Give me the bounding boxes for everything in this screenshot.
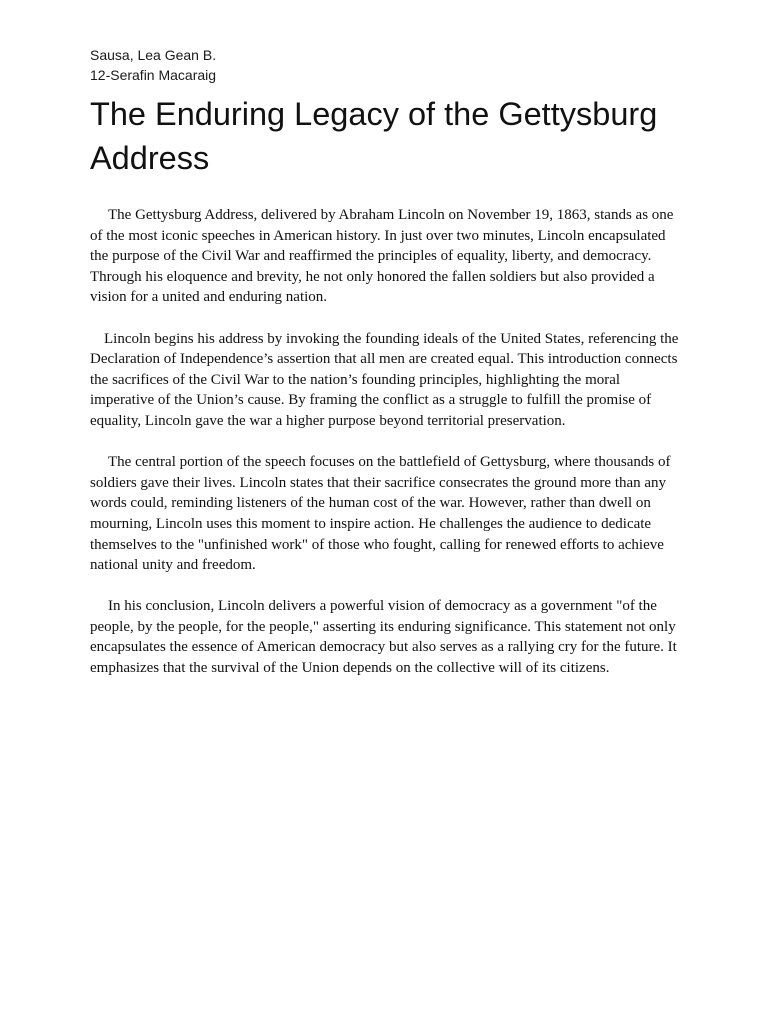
author-section: 12-Serafin Macaraig <box>90 67 217 83</box>
paragraph-founding-ideals: Lincoln begins his address by invoking the founding ideals of the United States, referencing the Declaration of Independence’s assertion that all men are created equal. This introduction connects the sacrifices of the Civil War to the nation’s founding principles, highlighting the moral imperative of the Union’s cause. By framing the conflict as a struggle to fulfill the promise of equality, Lincoln gave the war a higher purpose beyond territorial preservation. <box>90 330 679 429</box>
author-name: Sausa, Lea Gean B. <box>90 47 217 63</box>
essay-title: The Enduring Legacy of the Gettysburg Address <box>90 96 658 176</box>
author-block <box>90 45 216 85</box>
paragraph-battlefield: The central portion of the speech focuses on the battlefield of Gettysburg, where thousands of soldiers gave their lives. Lincoln states that their sacrifice consecrates the ground more than any words could, reminding listeners of the human cost of the war. However, rather than dwell on mourning, Lincoln uses this moment to inspire action. He challenges the audience to dedicate themselves to the "unfinished work" of those who fought, calling for renewed efforts to achieve national unity and freedom. <box>90 454 671 574</box>
paragraph-introduction: The Gettysburg Address, delivered by Abraham Lincoln on November 19, 1863, stands as one of the most iconic speeches in American history. In just over two minutes, Lincoln encapsulated the purpose of the Civil War and reaffirmed the principles of equality, liberty, and democracy. Through his eloquence and brevity, he not only honored the fallen soldiers but also provided a vision for a united and enduring nation. <box>90 207 674 306</box>
paragraph-conclusion: In his conclusion, Lincoln delivers a powerful vision of democracy as a government "of the people, by the people, for the people," asserting its enduring significance. This statement not only encapsulates the essence of American democracy but also serves as a rallying cry for the future. It emphasizes that the survival of the Union depends on the collective will of its citizens. <box>90 598 677 677</box>
essay-body <box>90 205 682 699</box>
